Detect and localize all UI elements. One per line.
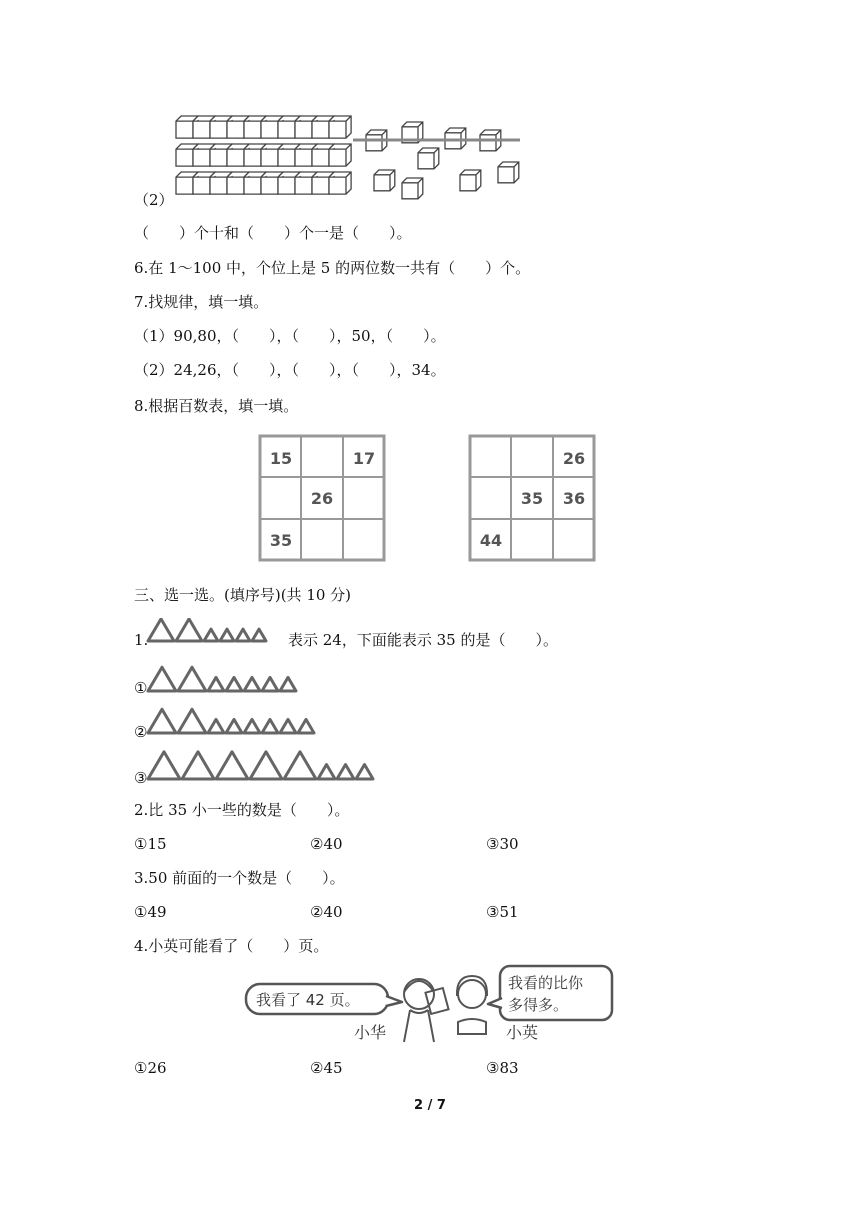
base-ten-blocks-figure [170,112,530,204]
s3q1-text: 表示 24，下面能表示 35 的是（ ）。 [288,631,558,649]
s3q1-option1-triangles [146,664,316,694]
speech-bubble-xiaohua: 我看了 42 页。 [256,991,360,1009]
speech-bubble-xiaoying-line1: 我看的比你 [508,974,584,992]
s3q3-option-2: ②40 [310,903,343,921]
page-number: 2 / 7 [414,1098,446,1113]
s3q3-option-1: ①49 [134,903,167,921]
s3q1-option2-triangles [146,706,336,736]
left-cell-1: 15 [269,449,293,468]
s3q3-option-3: ③51 [486,903,519,921]
q6-text: 6.在 1～100 中，个位上是 5 的两位数一共有（ ）个。 [134,259,531,277]
q5-answer-line: （ ）个十和（ ）个一是（ ）。 [134,224,412,242]
q5-part2-label: （2） [134,191,174,209]
s3q2-option-1: ①15 [134,835,167,853]
right-cell-7: 44 [479,531,503,550]
s3q4-illustration [244,962,616,1044]
name-xiaohua: 小华 [354,1023,387,1042]
q7-line2: （2）24,26，（ ），（ ），（ ），34。 [134,361,446,379]
name-xiaoying: 小英 [506,1023,539,1042]
s3q1-option1-label: ① [134,679,148,697]
q7-title: 7.找规律，填一填。 [134,293,269,311]
s3q1-option3-label: ③ [134,769,148,787]
s3q3-text: 3.50 前面的一个数是（ ）。 [134,869,345,887]
s3q4-option-3: ③83 [486,1059,519,1077]
speech-bubble-xiaoying-line2: 多得多。 [508,996,569,1014]
s3q2-text: 2.比 35 小一些的数是（ ）。 [134,801,350,819]
s3q4-option-1: ①26 [134,1059,167,1077]
right-cell-5: 35 [520,489,544,508]
s3q2-option-3: ③30 [486,835,519,853]
left-cell-3: 17 [352,449,376,468]
s3q1-option2-label: ② [134,723,148,741]
s3q1-prefix: 1. [134,631,149,649]
s3q2-option-2: ②40 [310,835,343,853]
hundred-chart-left [258,434,386,562]
q8-title: 8.根据百数表，填一填。 [134,397,299,415]
right-cell-3: 26 [562,449,586,468]
girl-xiaoying-icon [457,976,487,1034]
hundred-chart-right [468,434,596,562]
section3-title: 三、选一选。(填序号)(共 10 分) [134,586,352,604]
left-cell-7: 35 [269,531,293,550]
s3q4-option-2: ②45 [310,1059,343,1077]
q7-line1: （1）90,80，（ ），（ ），50，（ ）。 [134,327,446,345]
left-cell-5: 26 [310,489,334,508]
s3q1-triangles-24 [146,618,286,644]
s3q1-option3-triangles [146,750,386,782]
right-cell-6: 36 [562,489,586,508]
girl-xiaohua-icon [404,979,449,1042]
s3q4-text: 4.小英可能看了（ ）页。 [134,937,329,955]
